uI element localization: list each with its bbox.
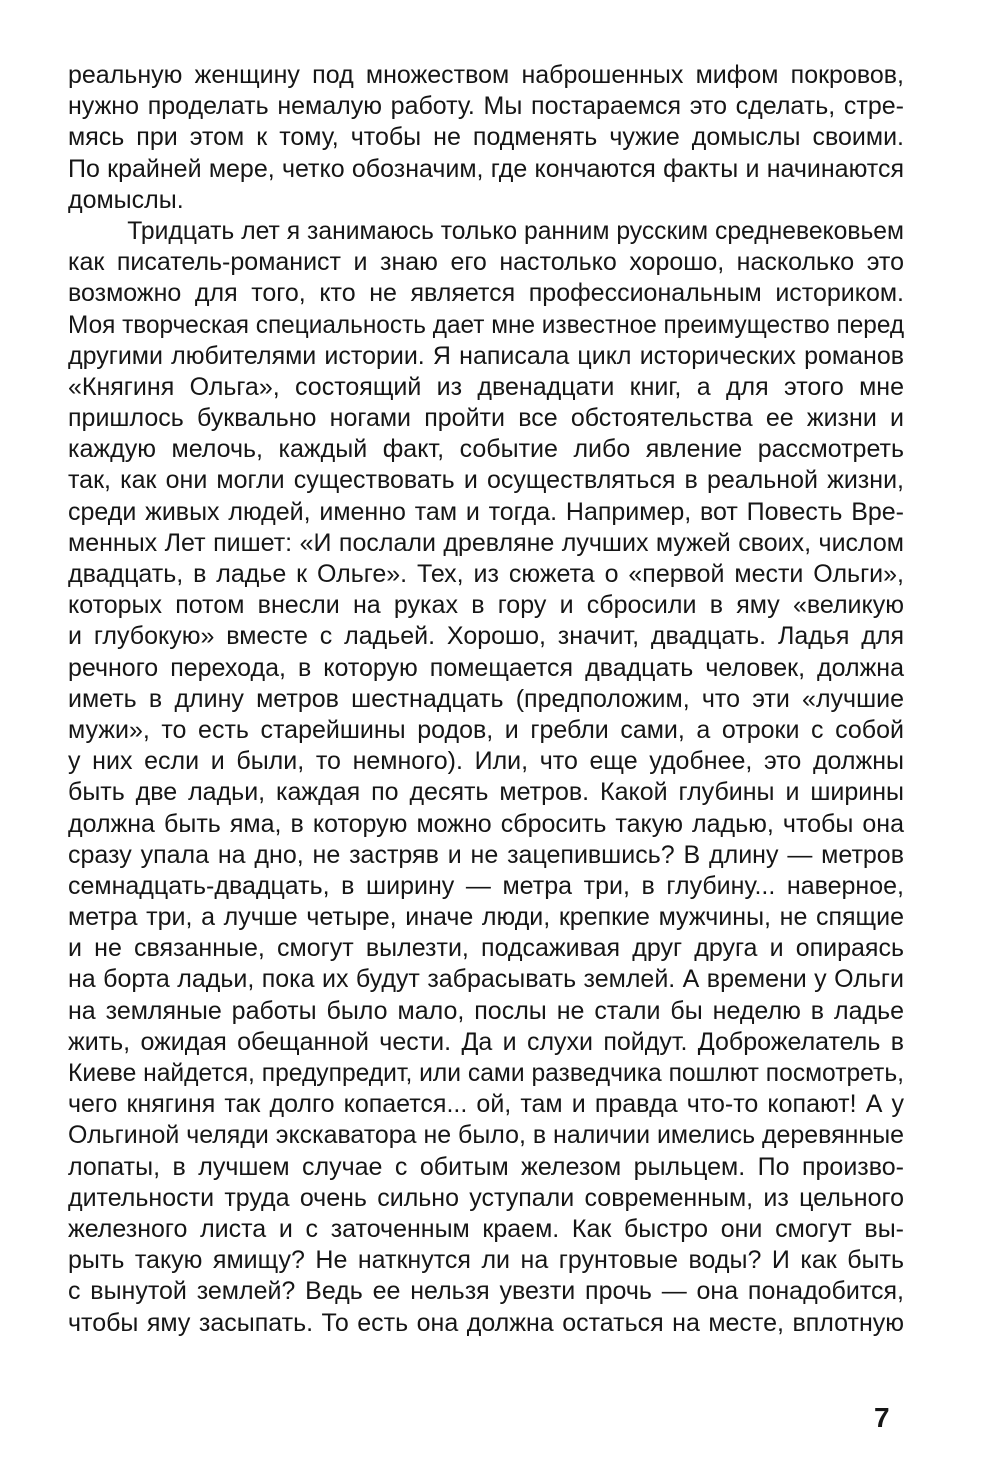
- text-line: иметь в длину метров шестнадцать (предположим, что эти «лучшие: [68, 684, 904, 713]
- text-line: семнадцать-двадцать, в ширину — метра три, в глубину... наверное,: [68, 871, 904, 900]
- text-line: каждую мелочь, каждый факт, событие либо явление рассмотреть: [68, 435, 904, 464]
- text-line: другими любителями истории. Я написала цикл исторических романов: [68, 341, 904, 370]
- text-line: речного перехода, в которую помещается двадцать человек, должна: [68, 653, 904, 682]
- text-line: лопаты, в лучшем случае с обитым железом рыльцем. По произво-: [68, 1152, 904, 1181]
- text-line: дительности труда очень сильно уступали современным, из цельного: [68, 1183, 904, 1212]
- text-line: как писатель-романист и знаю его настолько хорошо, насколько это: [68, 248, 904, 277]
- text-line: метра три, а лучше четыре, иначе люди, крепкие мужчины, не спящие: [68, 903, 904, 932]
- text-line: Ольгиной челяди экскаватора не было, в наличии имелись деревянные: [68, 1121, 904, 1150]
- text-line: Киеве найдется, предупредит, или сами разведчика пошлют посмотреть,: [68, 1059, 904, 1087]
- text-line: нужно проделать немалую работу. Мы постараемся это сделать, стре-: [68, 92, 904, 121]
- text-line: пришлось буквально ногами пройти все обстоятельства ее жизни и: [68, 404, 904, 433]
- text-line: домыслы.: [68, 185, 184, 214]
- page-number: 7: [874, 1402, 890, 1433]
- body-text: [68, 60, 904, 1339]
- text-line: менных Лет пишет: «И послали древляне лучших мужей своих, числом: [68, 528, 904, 557]
- text-line: жить, ожидая обещанной чести. Да и слухи пойдут. Доброжелатель в: [68, 1027, 904, 1056]
- text-line: чтобы яму засыпать. То есть она должна остаться на месте, вплотную: [68, 1308, 904, 1337]
- text-line: на борта ладьи, пока их будут забрасывать землей. А времени у Ольги: [68, 965, 904, 994]
- text-line: на земляные работы было мало, послы не стали бы неделю в ладье: [68, 996, 904, 1025]
- text-line: реальную женщину под множеством наброшенных мифом покровов,: [68, 61, 904, 89]
- text-line: у них если и были, то немного). Или, что еще удобнее, это должны: [68, 747, 904, 776]
- text-line: которых потом внесли на руках в гору и сбросили в яму «великую: [68, 591, 904, 620]
- text-line: возможно для того, кто не является профессиональным историком.: [68, 279, 904, 308]
- text-line: среди живых людей, именно там и тогда. Например, вот Повесть Вре-: [68, 497, 904, 526]
- text-line: должна быть яма, в которую можно сбросить такую ладью, чтобы она: [68, 809, 904, 838]
- text-line: мясь при этом к тому, чтобы не подменять чужие домыслы своими.: [68, 123, 904, 152]
- text-line: и не связанные, смогут вылезти, подсаживая друг друга и опираясь: [68, 934, 904, 963]
- text-line: и глубокую» вместе с ладьей. Хорошо, значит, двадцать. Ладья для: [68, 622, 904, 651]
- text-line: двадцать, в ладье к Ольге». Тех, из сюжета о «первой мести Ольги»,: [68, 560, 904, 588]
- text-line: так, как они могли существовать и осуществляться в реальной жизни,: [68, 466, 904, 495]
- text-line: «Княгиня Ольга», состоящий из двенадцати книг, а для этого мне: [68, 372, 904, 401]
- text-line: с вынутой землей? Ведь ее нельзя увезти прочь — она понадобится,: [68, 1277, 904, 1306]
- text-line: мужи», то есть старейшины родов, и гребли сами, а отроки с собой: [68, 715, 904, 744]
- text-line: быть две ладьи, каждая по десять метров. Какой глубины и ширины: [68, 778, 904, 807]
- text-line: железного листа и с заточенным краем. Как быстро они смогут вы-: [68, 1214, 904, 1243]
- text-line: Моя творческая специальность дает мне известное преимущество перед: [68, 310, 905, 339]
- text-line: По крайней мере, четко обозначим, где кончаются факты и начинаются: [68, 154, 904, 183]
- text-line: сразу упала на дно, не застряв и не зацепившись? В длину — метров: [68, 840, 904, 869]
- text-line: рыть такую ямищу? Не наткнутся ли на грунтовые воды? И как быть: [68, 1246, 904, 1275]
- text-line: Тридцать лет я занимаюсь только ранним русским средневековьем: [127, 216, 905, 245]
- text-line: чего княгиня так долго копается... ой, там и правда что-то копают! А у: [68, 1090, 904, 1119]
